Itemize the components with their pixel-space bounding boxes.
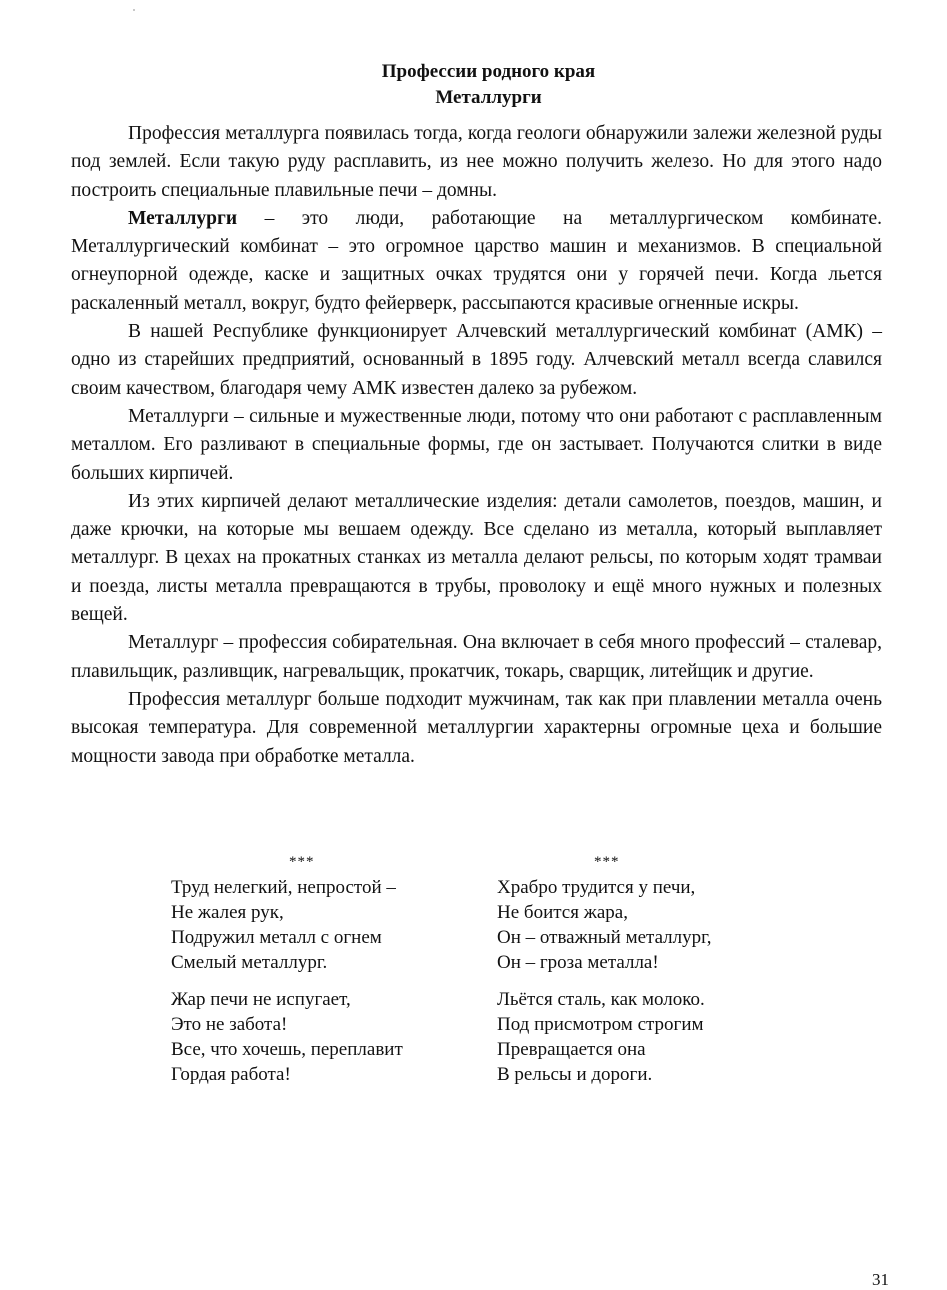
poem-line: Все, что хочешь, переплавит — [171, 1039, 403, 1060]
poem-line: Не жалея рук, — [171, 902, 284, 923]
paragraph-2: Металлурги – это люди, работающие на металлургическом комбинате. Металлургический комбинат – это огромное царство машин и механизмов. В специальной огнеупорной одежде, каске и защитных очках трудятся они у горячей печи. Когда льется раскаленный металл, вокруг, будто фейерверк, рассыпаются красивые огненные искры. — [71, 207, 882, 314]
poem-separator: *** — [289, 854, 315, 870]
poem-left-column — [171, 850, 441, 1087]
poem-line: Гордая работа! — [171, 1064, 291, 1085]
page-title: Профессии родного края — [381, 61, 596, 82]
poem-stanza — [171, 987, 441, 1087]
scan-speck — [133, 9, 135, 11]
poem-right-column — [497, 850, 757, 1087]
poem-separator: *** — [594, 854, 620, 870]
page-number: 31 — [872, 1270, 889, 1289]
paragraph-3: В нашей Республике функционирует Алчевский металлургический комбинат (АМК) – одно из старейших предприятий, основанный в 1895 году. Алчевский металл всегда славился своим качеством, благодаря чему АМК известен далеко за рубежом. — [71, 321, 882, 399]
paragraph-4: Металлурги – сильные и мужественные люди, потому что они работают с расплавленным металлом. Его разливают в специальные формы, где он застывает. Получаются слитки в виде больших кирпичей. — [71, 405, 882, 484]
poem-line: Не боится жара, — [497, 902, 628, 923]
poem-line: Превращается она — [497, 1039, 646, 1060]
poem-stanza — [497, 875, 757, 975]
paragraph-6: Металлург – профессия собирательная. Она включает в себя много профессий – сталевар, плавильщик, разливщик, нагревальщик, прокатчик, токарь, сварщик, литейщик и другие. — [71, 632, 882, 682]
paragraph-1: Профессия металлурга появилась тогда, когда геологи обнаружили залежи железной руды под землей. Если такую руду расплавить, из нее можно получить железо. Но для этого надо построить специальные плавильные печи – домны. — [71, 123, 882, 201]
bold-lead: Металлурги — [128, 207, 238, 229]
page-subtitle: Металлурги — [435, 87, 542, 108]
poem-line: Смелый металлург. — [171, 952, 328, 973]
poem-line: Храбро трудится у печи, — [497, 877, 696, 898]
poem-line: Льётся сталь, как молоко. — [497, 989, 705, 1010]
poem-line: Это не забота! — [171, 1014, 288, 1035]
poem-line: В рельсы и дороги. — [497, 1064, 653, 1085]
poem-line: Он – гроза металла! — [497, 952, 659, 973]
poem-line: Подружил металл с огнем — [171, 927, 382, 948]
article-body — [71, 120, 882, 771]
poem-line: Под присмотром строгим — [497, 1014, 704, 1035]
poem-stanza — [171, 875, 441, 975]
poem-line: Жар печи не испугает, — [171, 989, 351, 1010]
paragraph-5: Из этих кирпичей делают металлические изделия: детали самолетов, поездов, машин, и даже крючки, на которые мы вешаем одежду. Все сделано из металла, который выплавляет металлург. В цехах на прокатных станках из металла делают рельсы, по которым ходят трамваи и поезда, листы металла превращаются в трубы, проволоку и ещё много нужных и полезных вещей. — [71, 490, 882, 626]
paragraph-7: Профессия металлург больше подходит мужчинам, так как при плавлении металла очень высокая температура. Для современной металлургии характерны огромные цеха и большие мощности завода при обработке металла. — [71, 688, 882, 767]
poem-line: Он – отважный металлург, — [497, 927, 712, 948]
poem-stanza — [497, 987, 757, 1087]
poem-line: Труд нелегкий, непростой – — [171, 877, 396, 898]
